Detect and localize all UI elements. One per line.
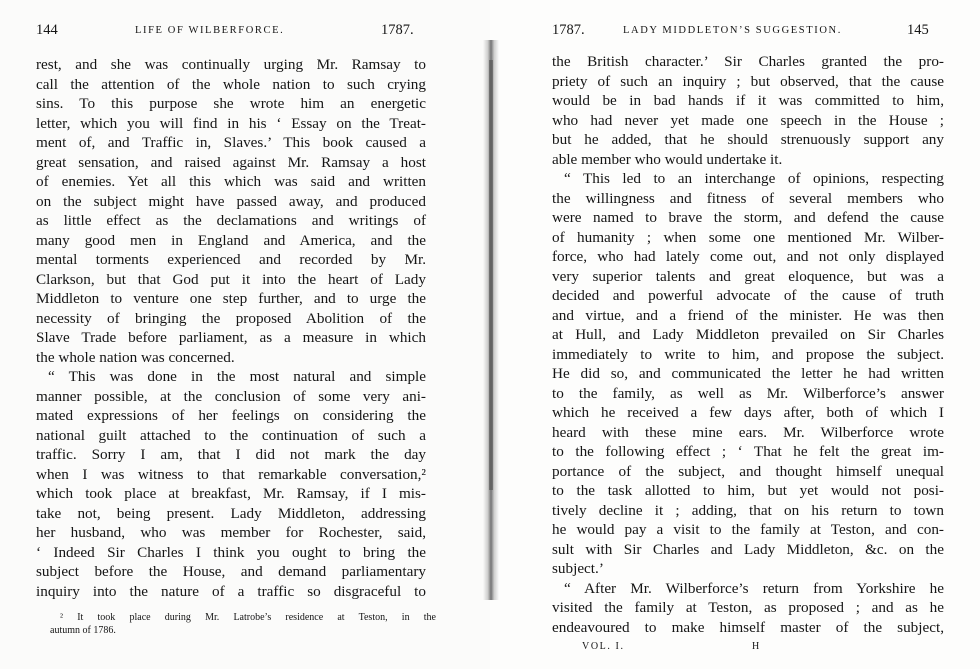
text-line: Middleton to venture one step further, and to urge the bbox=[36, 290, 426, 307]
text-line: he would pay a visit to the family at Teston, and con- bbox=[552, 521, 944, 538]
text-line: priety of such an inquiry ; but observed, that the cause bbox=[552, 72, 944, 90]
text-line: were named to brave the storm, and defend the cause bbox=[552, 209, 944, 226]
text-line: at Hull, and Lady Middleton prevailed on Sir Charles bbox=[552, 326, 944, 343]
text-line: on the subject might have passed away, and produced bbox=[36, 192, 426, 210]
text-line: tively decline it ; adding, that on his return to town bbox=[552, 501, 944, 519]
text-line: to the following effect ; ‘ That he felt the great im- bbox=[552, 443, 944, 460]
text-line: able member who would undertake it. bbox=[552, 150, 783, 168]
text-line: mental torments experienced and recorded by Mr. bbox=[36, 251, 426, 268]
text-line: of enemies. Yet all this which was said and written bbox=[36, 173, 426, 190]
text-line: which he received a few days after, both of which I bbox=[552, 404, 944, 421]
text-line: letter, which you will find in his ‘ Essay on the Treat- bbox=[36, 114, 426, 132]
text-line: of humanity ; when some one mentioned Mr. Wilber- bbox=[552, 228, 944, 246]
text-line: many good men in England and America, and the bbox=[36, 231, 426, 249]
text-line: ‘ Indeed Sir Charles I think you ought to bring the bbox=[36, 543, 426, 561]
text-line: He did so, and communicated the letter he had written bbox=[552, 365, 944, 382]
text-line: to the family, as well as Mr. Wilberforce’s answer bbox=[552, 384, 944, 402]
text-line: when I was witness to that remarkable conversation,² bbox=[36, 465, 426, 483]
running-year: 1787. bbox=[552, 22, 585, 38]
text-line: portance of the subject, and thought himself unequal bbox=[552, 462, 944, 480]
page-number: 145 bbox=[907, 22, 929, 38]
text-line: as little effect as the declamations and writings of bbox=[36, 212, 426, 229]
text-line: very superior talents and great eloquence, but was a bbox=[552, 267, 944, 285]
text-line: necessity of bringing the proposed Abolition of the bbox=[36, 309, 426, 327]
text-line: sins. To this purpose she wrote him an energetic bbox=[36, 95, 426, 112]
text-line: manner possible, at the conclusion of some very ani- bbox=[36, 387, 426, 405]
text-line: rest, and she was continually urging Mr. Ramsay to bbox=[36, 56, 426, 73]
footnote-line: ² It took place during Mr. Latrobe’s residence at Teston, in the bbox=[60, 612, 436, 623]
footnote bbox=[50, 611, 436, 637]
text-line: “ This was done in the most natural and simple bbox=[48, 368, 426, 385]
text-line: traffic. Sorry I am, that I did not mark the day bbox=[36, 446, 426, 463]
text-line: the willingness and fitness of several members who bbox=[552, 189, 944, 207]
text-line: her husband, who was member for Rochester, said, bbox=[36, 524, 426, 541]
text-line: take not, being present. Lady Middleton, addressing bbox=[36, 504, 426, 522]
text-line: would be in bad hands if it was committed to him, bbox=[552, 92, 944, 109]
body-text bbox=[36, 55, 426, 601]
text-line: the whole nation was concerned. bbox=[36, 348, 235, 366]
text-line: the British character.’ Sir Charles granted the pro- bbox=[552, 53, 944, 70]
right-page bbox=[490, 0, 980, 669]
running-title: LIFE OF WILBERFORCE. bbox=[135, 25, 285, 36]
page-number: 144 bbox=[36, 22, 58, 38]
text-line: subject.’ bbox=[552, 560, 604, 577]
text-line: Slave Trade before parliament, as a measure in which bbox=[36, 329, 426, 346]
text-line: Clarkson, but that God put it into the heart of Lady bbox=[36, 270, 426, 288]
text-line: and virtue, and a friend of the minister. He was then bbox=[552, 306, 944, 324]
text-line: great sensation, and raised against Mr. Ramsay a host bbox=[36, 153, 426, 171]
text-line: “ After Mr. Wilberforce’s return from Yorkshire he bbox=[564, 579, 944, 597]
text-line: visited the family at Teston, as proposed ; and as he bbox=[552, 599, 944, 616]
body-text bbox=[552, 52, 944, 637]
text-line: ment of, and Traffic in, Slaves.’ This book caused a bbox=[36, 134, 426, 151]
text-line: national guilt attached to the continuation of such a bbox=[36, 426, 426, 444]
text-line: who had never yet made one speech in the House ; bbox=[552, 111, 944, 129]
text-line: “ This led to an interchange of opinions, respecting bbox=[564, 170, 944, 187]
text-line: which took place at breakfast, Mr. Ramsay, if I mis- bbox=[36, 485, 426, 502]
text-line: sult with Sir Charles and Lady Middleton, &c. on the bbox=[552, 540, 944, 558]
text-line: decided and powerful advocate of the cause of truth bbox=[552, 287, 944, 304]
text-line: force, who had lately come out, and not only displayed bbox=[552, 248, 944, 265]
text-line: to the task allotted to him, but yet would not posi- bbox=[552, 482, 944, 499]
text-line: mated expressions of her feelings on considering the bbox=[36, 407, 426, 424]
text-line: immediately to write to him, and propose the subject. bbox=[552, 345, 944, 363]
text-line: but he added, that he should strenuously support any bbox=[552, 131, 944, 148]
running-title: LADY MIDDLETON’S SUGGESTION. bbox=[623, 25, 842, 36]
text-line: heard with these mine ears. Mr. Wilberforce wrote bbox=[552, 423, 944, 441]
text-line: subject before the House, and demand parliamentary bbox=[36, 563, 426, 580]
text-line: inquiry into the nature of a traffic so disgraceful to bbox=[36, 582, 426, 600]
text-line: endeavoured to make himself master of the subject, bbox=[552, 618, 944, 636]
footnote-line: autumn of 1786. bbox=[50, 625, 116, 636]
volume-label: VOL. I. bbox=[582, 641, 625, 652]
running-year: 1787. bbox=[381, 22, 414, 38]
book-gutter-fold bbox=[489, 60, 493, 490]
signature-mark: H bbox=[752, 641, 761, 652]
text-line: call the attention of the whole nation to such crying bbox=[36, 75, 426, 93]
